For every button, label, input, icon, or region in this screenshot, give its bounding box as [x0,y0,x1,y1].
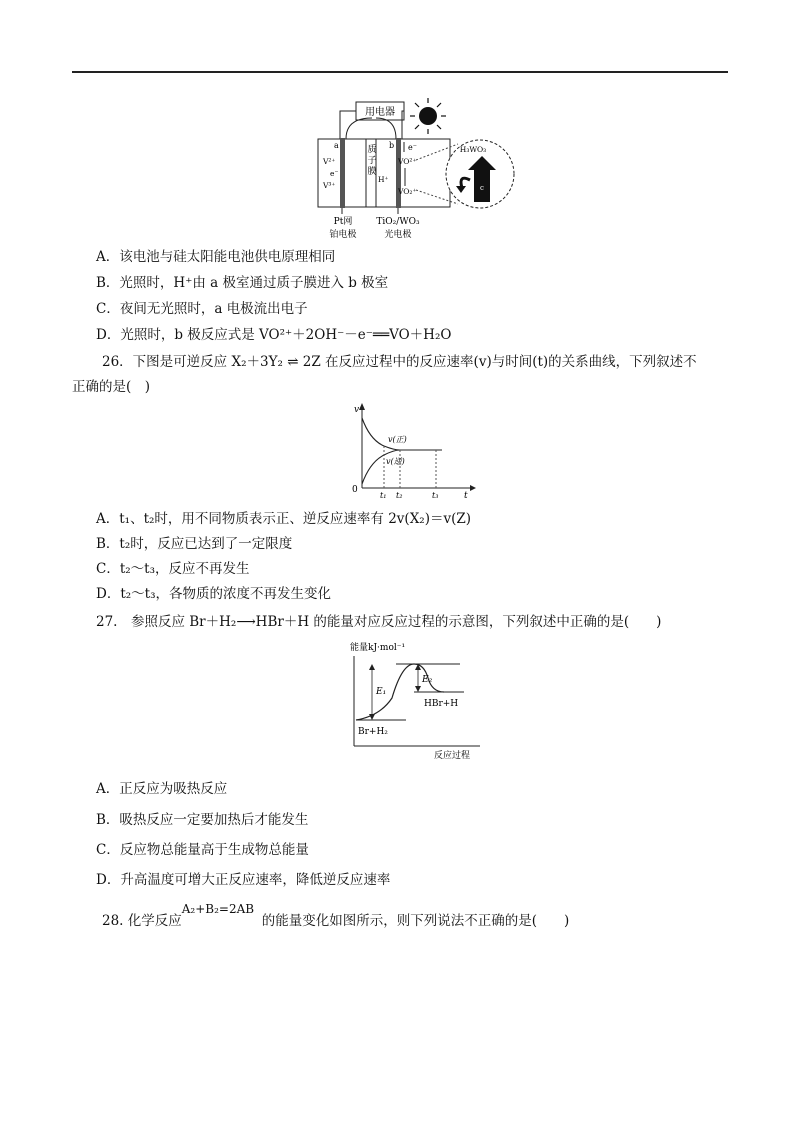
ion-right-2: VO₂⁺ [398,187,417,196]
inset-c-label: c [480,184,484,192]
membrane-label-2: 子 [367,156,377,166]
left-caption-1: Pt网 [333,217,353,227]
graph2-forward-label: v(正) [388,435,407,444]
q26-option-b: B．t₂时，反应已达到了一定限度 [96,536,293,552]
q28-equation-box [181,902,262,930]
q28-stem [102,902,570,930]
graph2-y-label: v [354,405,360,415]
ion-left-1: V²⁺ [323,157,336,166]
graph2-t2: t₂ [396,491,403,500]
electron-left-label: e⁻ [330,169,339,178]
left-caption-2: 铂电极 [329,230,357,240]
right-caption-1: TiO₂/WO₃ [376,217,420,227]
ion-left-2: V³⁺ [323,181,336,190]
q27-option-b: B．吸热反应一定要加热后才能发生 [96,812,309,828]
electrode-b-label: b [389,141,395,150]
right-caption-2: 光电极 [384,230,412,240]
q25-option-b: B．光照时，H⁺由 a 极室通过质子膜进入 b 极室 [96,275,389,291]
q26-option-a: A．t₁、t₂时，用不同物质表示正、逆反应速率有 2v(X₂)＝v(Z) [96,511,472,527]
q25-option-c: C．夜间无光照时，a 电极流出电子 [96,301,308,317]
battery-diagram [310,94,530,244]
rate-time-graph [340,400,480,500]
q27-option-c: C．反应物总能量高于生成物总能量 [96,842,309,858]
graph3-reactants: Br+H₂ [358,727,388,737]
q28-equation: A₂+B₂=2AB [181,902,255,916]
q25-option-a: A．该电池与硅太阳能电池供电原理相同 [96,249,336,265]
q27-option-a: A．正反应为吸热反应 [96,781,228,797]
device-label: 用电器 [365,107,395,118]
graph2-reverse-label: v(逆) [386,457,405,466]
reverse-rate-curve [362,450,400,484]
graph2-t3: t₃ [432,491,439,500]
electrode-a-label: a [334,141,339,150]
q26-stem-line-2: 正确的是( ) [72,379,151,395]
graph3-y-label: 能量kJ·mol⁻¹ [350,643,406,653]
graph2-x-label: t [464,491,468,500]
q28-suffix: 的能量变化如图所示，则下列说法不正确的是( ) [261,913,570,929]
energy-profile-diagram [340,638,490,762]
graph3-x-label: 反应过程 [434,751,471,761]
q27-stem: 27. 参照反应 Br＋H₂⟶HBr＋H 的能量对应反应过程的示意图，下列叙述中正确的是( ) [96,614,662,630]
graph3-products: HBr+H [424,699,459,709]
header-rule [72,71,728,73]
q26-option-d: D．t₂～t₃，各物质的浓度不再发生变化 [96,586,331,602]
graph3-e1: E₁ [376,687,387,697]
q26-stem-line-1: 26．下图是可逆反应 X₂＋3Y₂ ⇌ 2Z 在反应过程中的反应速率(v)与时间(t)的关系曲线，下列叙述不 [102,354,697,370]
sun-icon [410,98,446,134]
electron-top-label: e⁻ [408,143,417,152]
q25-option-d: D．光照时，b 极反应式是 VO²⁺＋2OH⁻－e⁻══VO＋H₂O [96,327,452,343]
ion-right-1: VO²⁺ [398,157,417,166]
membrane-label-1: 质 [367,145,377,155]
proton-label: H⁺ [378,175,389,184]
membrane-label-3: 膜 [367,167,377,177]
graph2-origin: 0 [352,485,358,495]
forward-rate-curve [362,418,400,450]
q27-option-d: D．升高温度可增大正反应速率，降低逆反应速率 [96,872,391,888]
inset-label: H₃WO₃ [459,145,487,154]
q28-prefix: 28. 化学反应 [102,913,182,929]
graph3-e2: E₂ [422,675,433,685]
graph2-t1: t₁ [380,491,387,500]
q26-option-c: C．t₂～t₃，反应不再发生 [96,561,250,577]
